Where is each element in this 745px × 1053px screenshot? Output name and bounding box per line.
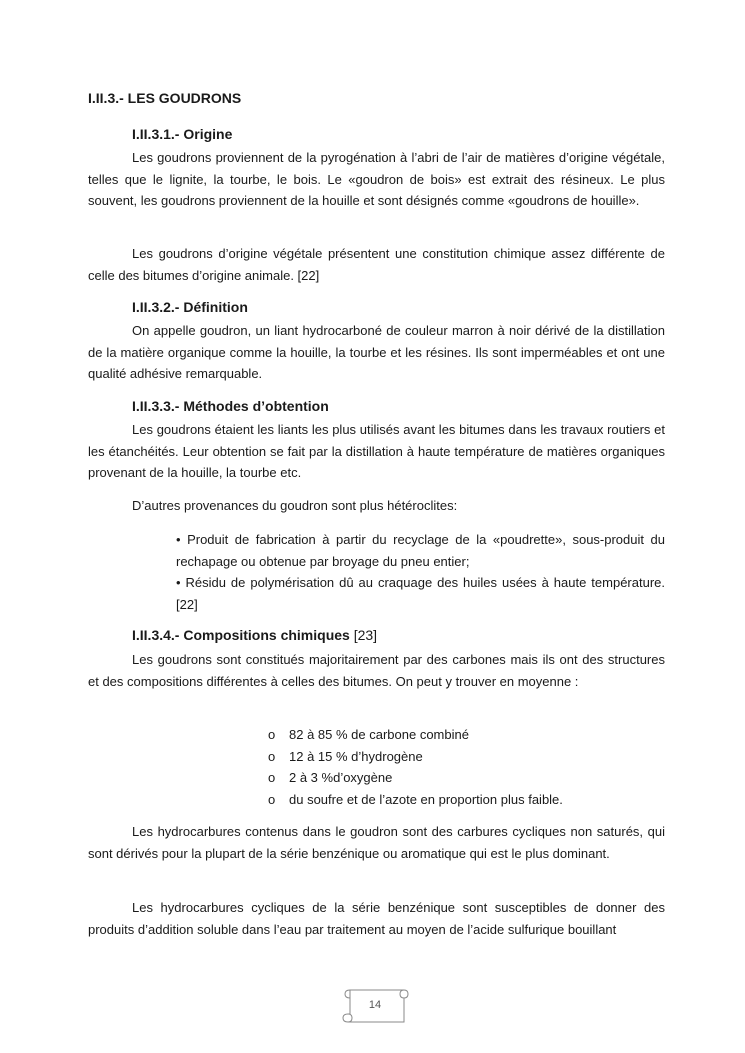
circle-bullet-icon: o xyxy=(268,727,276,742)
list-item: o 12 à 15 % d’hydrogène xyxy=(268,746,563,768)
circle-bullet-icon: o xyxy=(268,791,276,807)
paragraph-origine-1: Les goudrons proviennent de la pyrogénation à l’abri de l’air de matières d’origine végétale, telles que le lignite, la tourbe, le bois. Le «goudron de bois» est extrait des résineux. Le plus souvent, les goudrons proviennent de la houille et sont désignés comme «goudrons de houille». xyxy=(88,150,665,208)
composition-list xyxy=(268,724,563,810)
paragraph-definition: On appelle goudron, un liant hydrocarboné de couleur marron à noir dérivé de la distillation de la matière organique comme la houille, la tourbe et les résines. Ils sont imperméables et ont une qualité adhésive remarquable. xyxy=(88,323,665,381)
bullet-item: • Résidu de polymérisation dû au craquage des huiles usées à haute température. [22] xyxy=(176,575,665,612)
heading-compositions-ref: [23] xyxy=(353,627,378,643)
circle-bullet-icon: o xyxy=(268,770,276,785)
bullet-item: • Produit de fabrication à partir du recyclage de la «poudrette», sous-produit du rechapage ou obtenue par broyage du pneu entier; xyxy=(176,532,665,569)
paragraph-compositions-2: Les hydrocarbures contenus dans le goudron sont des carbures cycliques non saturés, qui sont dérivés pour la plupart de la série benzénique ou aromatique qui est le plus dominant. xyxy=(88,824,665,861)
paragraph-methodes-2: D’autres provenances du goudron sont plus hétéroclites: xyxy=(132,498,458,513)
paragraph-methodes-1: Les goudrons étaient les liants les plus utilisés avant les bitumes dans les travaux routiers et les étanchéités. Leur obtention se fait par la distillation à haute température de matières organiques provenant de la houille, la tourbe etc. xyxy=(88,422,665,480)
heading-definition: I.II.3.2.- Définition xyxy=(132,299,248,315)
list-item: o 82 à 85 % de carbone combiné xyxy=(268,724,563,746)
page-number-scroll xyxy=(340,984,410,1028)
paragraph-origine-2: Les goudrons d’origine végétale présentent une constitution chimique assez différente de celle des bitumes d’origine animale. [22] xyxy=(88,246,665,283)
bullet-list xyxy=(176,529,665,615)
heading-compositions-text: I.II.3.4.- Compositions chimiques xyxy=(132,627,350,643)
page-number: 14 xyxy=(368,999,382,1011)
circle-bullet-icon: o xyxy=(268,748,276,764)
heading-compositions xyxy=(132,627,377,643)
section-title: I.II.3.- LES GOUDRONS xyxy=(88,90,242,106)
paragraph-compositions-1: Les goudrons sont constitués majoritairement par des carbones mais ils ont des structures et des compositions différentes à celles des bitumes. On peut y trouver en moyenne : xyxy=(88,652,665,689)
list-item: o 2 à 3 %d’oxygène xyxy=(268,767,563,789)
list-item: o du soufre et de l’azote en proportion plus faible. xyxy=(268,789,563,811)
heading-methodes: I.II.3.3.- Méthodes d’obtention xyxy=(132,398,329,414)
paragraph-compositions-3: Les hydrocarbures cycliques de la série benzénique sont susceptibles de donner des produits d’addition soluble dans l’eau par traitement au moyen de l’acide sulfurique bouillant xyxy=(88,900,665,937)
heading-origine: I.II.3.1.- Origine xyxy=(132,126,233,142)
